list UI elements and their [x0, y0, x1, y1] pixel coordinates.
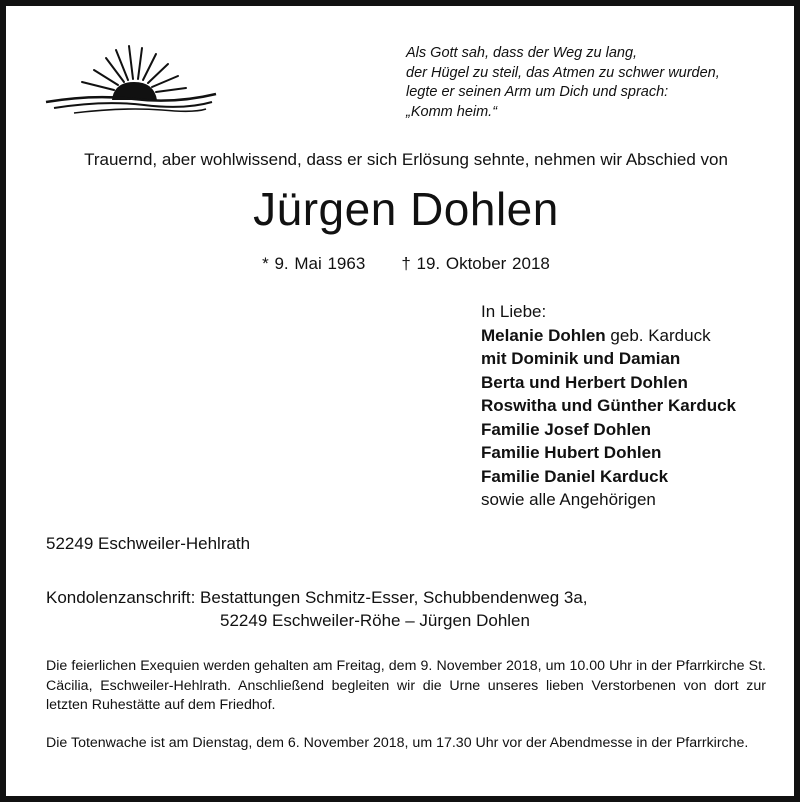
mourner-line [481, 324, 736, 348]
deceased-name: Jürgen Dohlen [253, 183, 559, 235]
mourner-name-bold: Melanie Dohlen [481, 325, 606, 345]
death-date: † 19. Oktober 2018 [401, 254, 550, 273]
intro-text: Trauernd, aber wohlwissend, dass er sich Erlösung sehnte, nehmen wir Abschied von [84, 150, 728, 169]
totenwache-paragraph: Die Totenwache ist am Dienstag, dem 6. November 2018, um 17.30 Uhr vor der Abendmesse in der Pfarrkirche. [46, 735, 749, 751]
condolence-label: Kondolenzanschrift: [46, 588, 196, 607]
condolence-address [46, 586, 588, 632]
poem-line: Als Gott sah, dass der Weg zu lang, [406, 45, 638, 61]
mourner-line: Familie Josef Dohlen [481, 419, 652, 439]
mourners-closing: sowie alle Angehörigen [481, 490, 656, 509]
mourner-name-suffix: geb. Karduck [605, 325, 711, 345]
condolence-line-1 [46, 586, 588, 609]
sunset-icon [44, 44, 219, 116]
condolence-address-2: 52249 Eschweiler-Röhe – Jürgen Dohlen [220, 611, 530, 630]
condolence-address-1: Bestattungen Schmitz-Esser, Schubbendenweg 3a, [195, 588, 588, 607]
poem [406, 44, 786, 122]
birth-date: * 9. Mai 1963 [262, 254, 366, 273]
mourners-heading: In Liebe: [481, 302, 547, 321]
mourner-line: mit Dominik und Damian [481, 349, 681, 368]
poem-line: „Komm heim.“ [406, 103, 498, 120]
exequien-paragraph: Die feierlichen Exequien werden gehalten am Freitag, dem 9. November 2018, um 10.00 Uhr in der Pfarrkirche St. Cäcilia, Eschweiler-Hehlrath. Anschließend begleiten wir die Urne unseres lieben Verstorbenen von dort zur letzten Ruhestätte auf dem Friedhof. [46, 658, 766, 713]
mourner-line: Berta und Herbert Dohlen [481, 372, 688, 392]
mourner-line: Familie Hubert Dohlen [481, 443, 662, 462]
place-line: 52249 Eschweiler-Hehlrath [46, 534, 251, 553]
mourner-line: Familie Daniel Karduck [481, 466, 669, 486]
mourner-line: Roswitha und Günther Karduck [481, 396, 737, 415]
poem-line: der Hügel zu steil, das Atmen zu schwer wurden, [406, 64, 720, 81]
life-dates [6, 254, 800, 274]
poem-line: legte er seinen Arm um Dich und sprach: [406, 84, 669, 100]
mourners-list [481, 300, 736, 512]
